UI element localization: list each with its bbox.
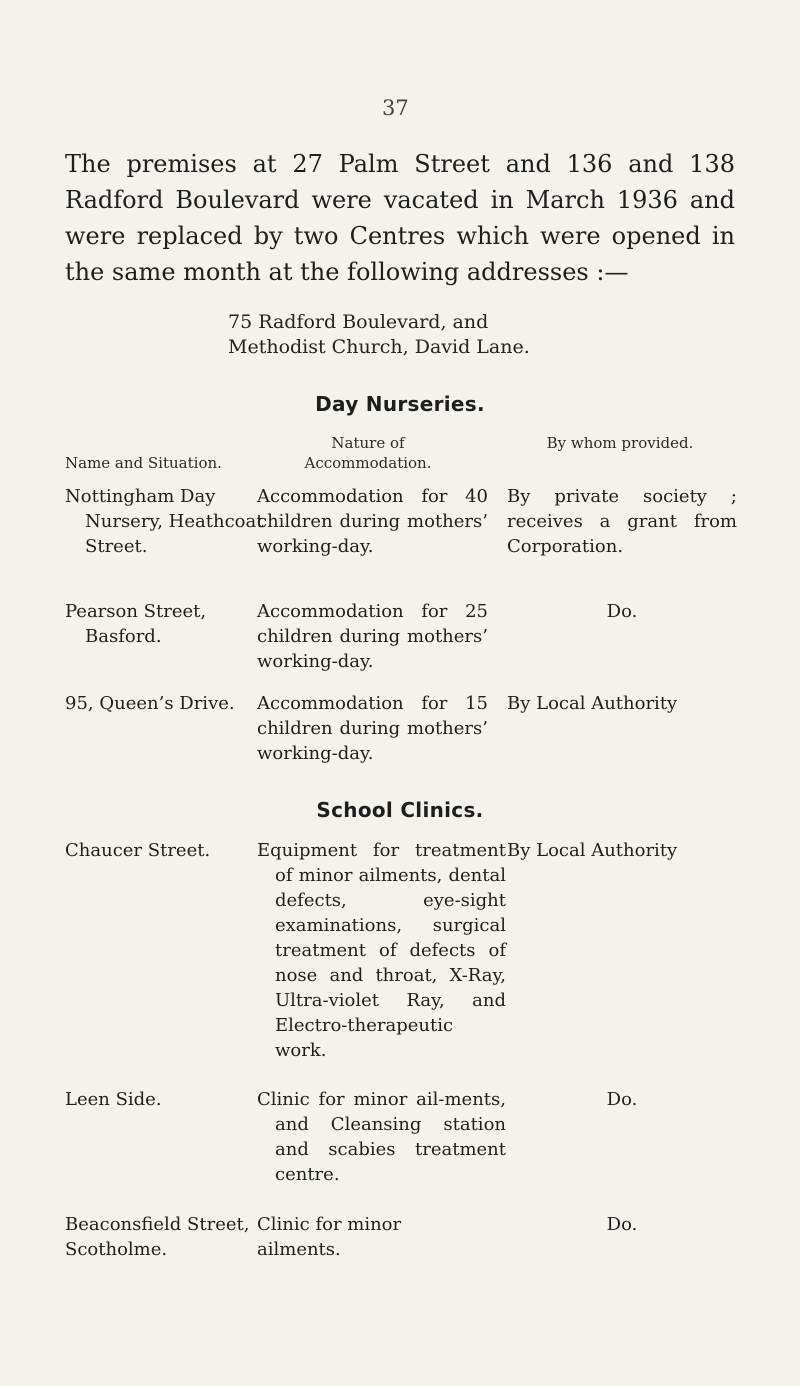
nursery-name: Nottingham Day Nursery, Heathcoat Street. xyxy=(65,486,264,557)
clinic-provider: Do. xyxy=(606,1089,638,1110)
column-header-name: Name and Situation. xyxy=(65,454,222,472)
column-header-provider: By whom provided. xyxy=(546,434,694,452)
column-header-nature: Nature of Accommodation. xyxy=(304,434,432,472)
day-nurseries-heading: Day Nurseries. xyxy=(315,392,485,416)
clinic-provider: Do. xyxy=(606,1214,638,1235)
page-number: 37 xyxy=(382,96,409,120)
nursery-nature: Accommodation for 40 children during mothers’ working-day. xyxy=(257,486,488,557)
nursery-name: 95, Queen’s Drive. xyxy=(65,693,235,714)
clinic-nature: Clinic for minor ailments. xyxy=(257,1214,402,1260)
nursery-nature: Accommodation for 25 children during mothers’ working-day. xyxy=(257,601,488,672)
school-clinics-heading: School Clinics. xyxy=(316,798,484,822)
address-line: 75 Radford Boulevard, and xyxy=(228,311,489,333)
clinic-provider: By Local Authority xyxy=(507,840,678,861)
nursery-name: Pearson Street, Basford. xyxy=(65,601,207,647)
clinic-name: Chaucer Street. xyxy=(65,840,211,861)
nursery-provider: Do. xyxy=(606,601,638,622)
address-line: Methodist Church, David Lane. xyxy=(228,336,530,358)
clinic-nature: Equipment for treatment of minor ailments, dental defects, eye-sight examinations, surgical treatment of defects of nose and throat, X-Ray, Ultra-violet Ray, and Electro-therapeutic work. xyxy=(257,840,506,1061)
intro-paragraph: The premises at 27 Palm Street and 136 and 138 Radford Boulevard were vacated in March 1936 and were replaced by two Centres which were opened in the same month at the following addresses :— xyxy=(65,150,735,286)
clinic-name: Beaconsfield Street, Scotholme. xyxy=(65,1214,250,1260)
clinic-name: Leen Side. xyxy=(65,1089,162,1110)
nursery-nature: Accommodation for 15 children during mothers’ working-day. xyxy=(257,693,488,764)
nursery-provider: By private society ; receives a grant from Corporation. xyxy=(507,486,737,557)
nursery-provider: By Local Authority xyxy=(507,693,678,714)
clinic-nature: Clinic for minor ail-ments, and Cleansing station and scabies treatment centre. xyxy=(257,1089,506,1185)
